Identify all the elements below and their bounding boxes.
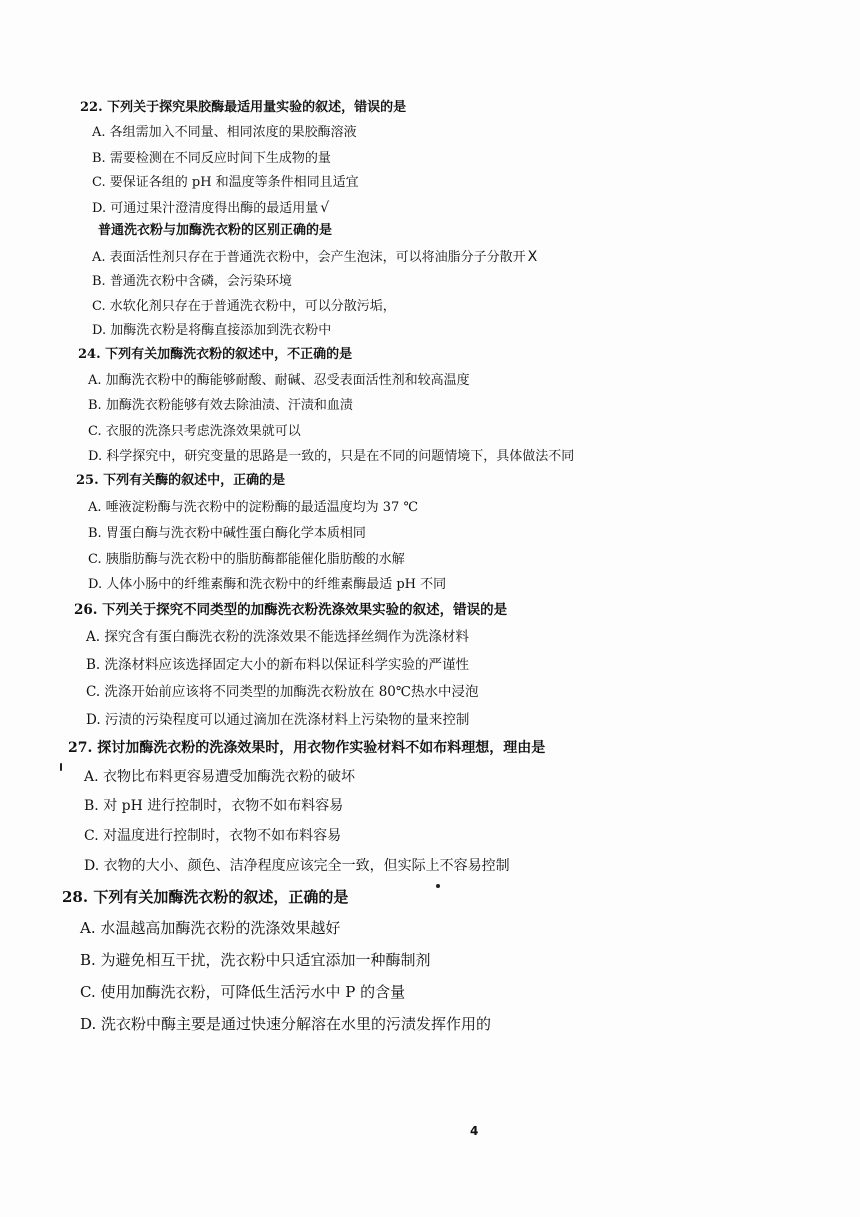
question-25-stem: 25. 下列有关酶的叙述中，正确的是 [76, 473, 286, 488]
question-23-stem: 普通洗衣粉与加酶洗衣粉的区别正确的是 [98, 223, 333, 238]
question-27-option-d: D. 衣物的大小、颜色、洁净程度应该完全一致，但实际上不容易控制 [84, 858, 510, 874]
question-28-option-b: B. 为避免相互干扰，洗衣粉中只适宜添加一种酶制剂 [80, 951, 431, 969]
question-24-option-a: A. 加酶洗衣粉中的酶能够耐酸、耐碱、忍受表面活性剂和较高温度 [88, 373, 470, 388]
question-26-stem: 26. 下列关于探究不同类型的加酶洗衣粉洗涤效果实验的叙述，错误的是 [74, 602, 508, 618]
question-26-option-b: B. 洗涤材料应该选择固定大小的新布料以保证科学实验的严谨性 [86, 657, 470, 673]
question-25-option-d: D. 人体小肠中的纤维素酶和洗衣粉中的纤维素酶最适 pH 不同 [88, 577, 447, 592]
question-25-option-b: B. 胃蛋白酶与洗衣粉中碱性蛋白酶化学本质相同 [88, 526, 366, 541]
question-22-option-d [92, 199, 329, 218]
question-28-option-d: D. 洗衣粉中酶主要是通过快速分解溶在水里的污渍发挥作用的 [80, 1015, 492, 1033]
question-26-option-c: C. 洗涤开始前应该将不同类型的加酶洗衣粉放在 80℃热水中浸泡 [86, 684, 479, 700]
question-22-option-d-text: D. 可通过果汁澄清度得出酶的最适用量 [92, 201, 319, 216]
page-number: 4 [470, 1124, 479, 1138]
question-25-option-c: C. 胰脂肪酶与洗衣粉中的脂肪酶都能催化脂肪酸的水解 [88, 552, 405, 567]
question-26-option-a: A. 探究含有蛋白酶洗衣粉的洗涤效果不能选择丝绸作为洗涤材料 [86, 629, 469, 645]
question-23-option-c: C. 水软化剂只存在于普通洗衣粉中，可以分散污垢， [92, 299, 396, 314]
question-26-option-d: D. 污渍的污染程度可以通过滴加在洗涤材料上污染物的量来控制 [86, 712, 470, 728]
handwritten-cross-mark: X [527, 249, 538, 265]
question-24-stem: 24. 下列有关加酶洗衣粉的叙述中，不正确的是 [78, 347, 353, 362]
question-24-option-b: B. 加酶洗衣粉能够有效去除油渍、汗渍和血渍 [88, 398, 353, 413]
question-28-stem: 28. 下列有关加酶洗衣粉的叙述，正确的是 [62, 888, 349, 906]
handwritten-check-mark: √ [320, 200, 330, 216]
question-22-stem: 22. 下列关于探究果胶酶最适用量实验的叙述，错误的是 [80, 100, 407, 115]
question-28-option-c: C. 使用加酶洗衣粉，可降低生活污水中 P 的含量 [80, 983, 406, 1001]
question-27-option-c: C. 对温度进行控制时，衣物不如布料容易 [84, 828, 342, 844]
question-22-option-a: A. 各组需加入不同量、相同浓度的果胶酶溶液 [92, 125, 357, 140]
question-27-stem: 27. 探讨加酶洗衣粉的洗涤效果时，用衣物作实验材料不如布料理想，理由是 [68, 740, 546, 756]
question-25-option-a: A. 唾液淀粉酶与洗衣粉中的淀粉酶的最适温度均为 37 ℃ [88, 500, 419, 515]
question-28-option-a: A. 水温越高加酶洗衣粉的洗涤效果越好 [80, 919, 341, 937]
question-24-option-d: D. 科学探究中，研究变量的思路是一致的，只是在不同的问题情境下，具体做法不同 [88, 449, 575, 464]
scan-speck [436, 884, 440, 888]
question-27-option-b: B. 对 pH 进行控制时，衣物不如布料容易 [84, 798, 344, 814]
question-23-option-a [92, 248, 537, 267]
question-22-option-c: C. 要保证各组的 pH 和温度等条件相同且适宜 [92, 175, 359, 190]
question-22-option-b: B. 需要检测在不同反应时间下生成物的量 [92, 151, 331, 166]
scan-speck [60, 763, 62, 771]
question-24-option-c: C. 衣服的洗涤只考虑洗涤效果就可以 [88, 424, 301, 439]
question-23-option-d: D. 加酶洗衣粉是将酶直接添加到洗衣粉中 [92, 323, 332, 338]
question-23-option-b: B. 普通洗衣粉中含磷，会污染环境 [92, 274, 292, 289]
question-27-option-a: A. 衣物比布料更容易遭受加酶洗衣粉的破坏 [84, 769, 356, 785]
question-23-option-a-text: A. 表面活性剂只存在于普通洗衣粉中，会产生泡沫，可以将油脂分子分散开 [92, 250, 526, 265]
